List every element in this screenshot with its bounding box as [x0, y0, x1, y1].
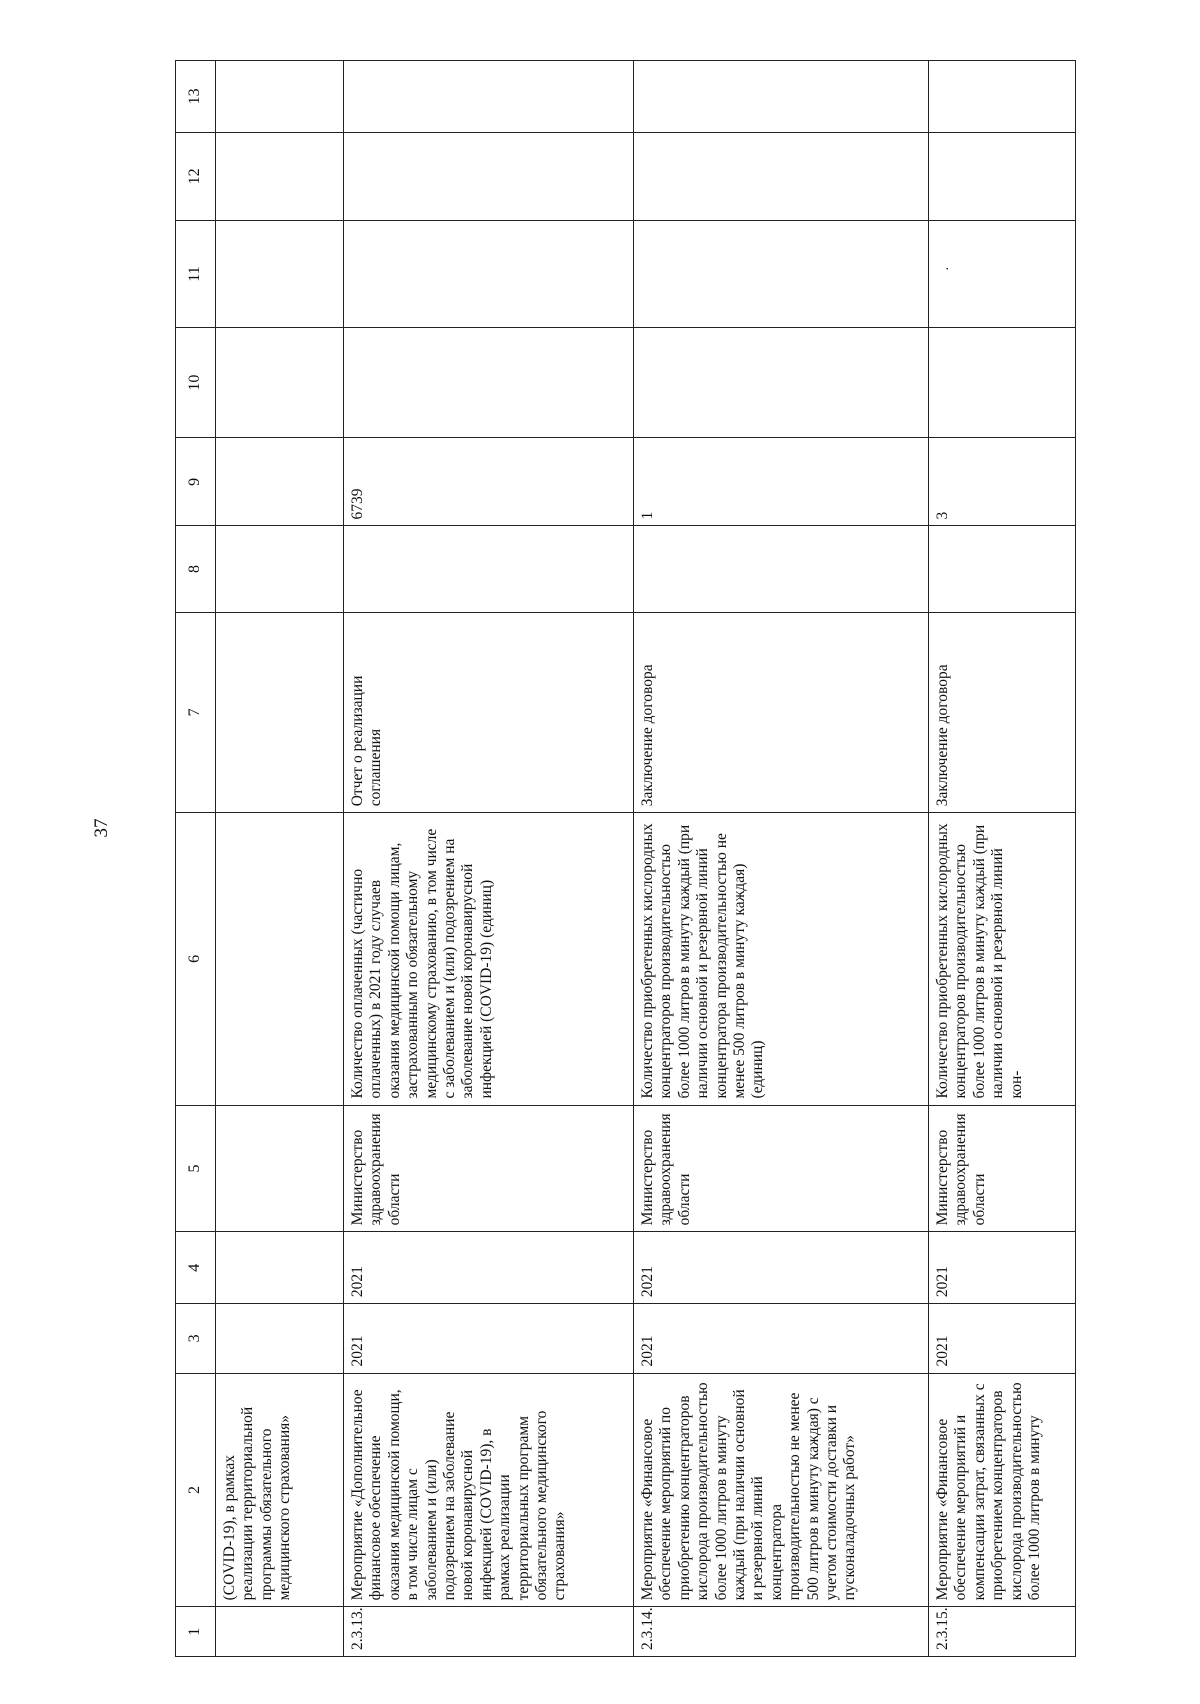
cell-col12 — [929, 132, 1076, 220]
cell-result — [216, 612, 344, 813]
cell-number: 2.3.13. — [344, 1607, 634, 1657]
cell-executor: Министерство здравоохранения области — [344, 1105, 634, 1232]
cell-col8 — [929, 526, 1076, 612]
cell-result: Заключение договора — [634, 612, 929, 813]
cell-number: 2.3.15. — [929, 1607, 1076, 1657]
page-number: 37 — [91, 818, 112, 838]
table-row — [216, 61, 344, 1657]
cell-indicator — [216, 813, 344, 1105]
cell-result: Заключение договора — [929, 612, 1076, 813]
cell-end-year: 2021 — [929, 1232, 1076, 1304]
cell-result: Отчет о реализации соглашения — [344, 612, 634, 813]
cell-indicator: Количество приобретенных кислородных концентраторов производительностью более 1000 литров в минуту каждый (при наличии основной и резервной линий кон- — [929, 813, 1076, 1105]
col-header-3: 3 — [176, 1304, 216, 1373]
stray-mark: · — [941, 266, 956, 271]
col-header-1: 1 — [176, 1607, 216, 1657]
col-header-2: 2 — [176, 1373, 216, 1607]
table-row — [634, 61, 929, 1657]
cell-col12 — [216, 132, 344, 220]
col-header-4: 4 — [176, 1232, 216, 1304]
cell-col9: 3 — [929, 438, 1076, 526]
cell-col11 — [929, 220, 1076, 327]
cell-executor: Министерство здравоохранения области — [634, 1105, 929, 1232]
cell-executor: Министерство здравоохранения области — [929, 1105, 1076, 1232]
cell-number: 2.3.14. — [634, 1607, 929, 1657]
cell-indicator: Количество оплаченных (частично оплаченных) в 2021 году случаев оказания медицинской помощи лицам, застрахованным по обязательному медицинскому страхованию, в том числе с заболеванием и (или) подозрением на заболевание новой коронавирусной инфекцией (COVID-19) (единиц) — [344, 813, 634, 1105]
cell-col12 — [634, 132, 929, 220]
col-header-7: 7 — [176, 612, 216, 813]
cell-col8 — [344, 526, 634, 612]
table-row — [929, 61, 1076, 1657]
cell-start-year: 2021 — [344, 1304, 634, 1373]
cell-col11 — [634, 220, 929, 327]
col-header-10: 10 — [176, 327, 216, 437]
col-header-11: 11 — [176, 220, 216, 327]
table-row — [344, 61, 634, 1657]
col-header-12: 12 — [176, 132, 216, 220]
cell-end-year — [216, 1232, 344, 1304]
col-header-13: 13 — [176, 61, 216, 133]
cell-col13 — [216, 61, 344, 133]
cell-col9: 6739 — [344, 438, 634, 526]
cell-start-year: 2021 — [634, 1304, 929, 1373]
cell-col8 — [634, 526, 929, 612]
rotated-table-container — [175, 60, 1075, 1657]
cell-measure: Мероприятие «Дополнительное финансовое обеспечение оказания медицинской помощи, в том числе лицам с заболеванием и (или) подозрением на заболевание новой коронавирусной инфекцией (COVID-19), в рамках реализации территориальных программ обязательного медицинского страхования» — [344, 1373, 634, 1607]
cell-measure: Мероприятие «Финансовое обеспечение мероприятий и компенсации затрат, связанных с приобретением концентраторов кислорода производительностью более 1000 литров в минуту — [929, 1373, 1076, 1607]
cell-start-year: 2021 — [929, 1304, 1076, 1373]
col-header-9: 9 — [176, 438, 216, 526]
cell-end-year: 2021 — [634, 1232, 929, 1304]
cell-measure: Мероприятие «Финансовое обеспечение мероприятий по приобретению концентраторов кислорода производительностью более 1000 литров в минуту каждый (при наличии основной и резервной линий концентратора производительностью не менее 500 литров в минуту каждая) с учетом стоимости доставки и пусконаладочных работ» — [634, 1373, 929, 1607]
cell-executor — [216, 1105, 344, 1232]
cell-number — [216, 1607, 344, 1657]
cell-col11 — [216, 220, 344, 327]
cell-start-year — [216, 1304, 344, 1373]
col-header-6: 6 — [176, 813, 216, 1105]
cell-col13 — [634, 61, 929, 133]
measures-table — [175, 60, 1076, 1657]
cell-col12 — [344, 132, 634, 220]
cell-col8 — [216, 526, 344, 612]
cell-col10 — [216, 327, 344, 437]
cell-measure: (COVID-19), в рамках реализации территориальной программы обязательного медицинского страхования» — [216, 1373, 344, 1607]
cell-col10 — [929, 327, 1076, 437]
cell-col13 — [929, 61, 1076, 133]
cell-indicator: Количество приобретенных кислородных концентраторов производительностью более 1000 литров в минуту каждый (при наличии основной и резервной линий концентратора производительностью не менее 500 литров в минуту каждая) (единиц) — [634, 813, 929, 1105]
cell-col9: 1 — [634, 438, 929, 526]
cell-col11 — [344, 220, 634, 327]
col-header-5: 5 — [176, 1105, 216, 1232]
header-row — [176, 61, 216, 1657]
cell-col10 — [344, 327, 634, 437]
col-header-8: 8 — [176, 526, 216, 612]
cell-col13 — [344, 61, 634, 133]
cell-col9 — [216, 438, 344, 526]
cell-col10 — [634, 327, 929, 437]
cell-end-year: 2021 — [344, 1232, 634, 1304]
